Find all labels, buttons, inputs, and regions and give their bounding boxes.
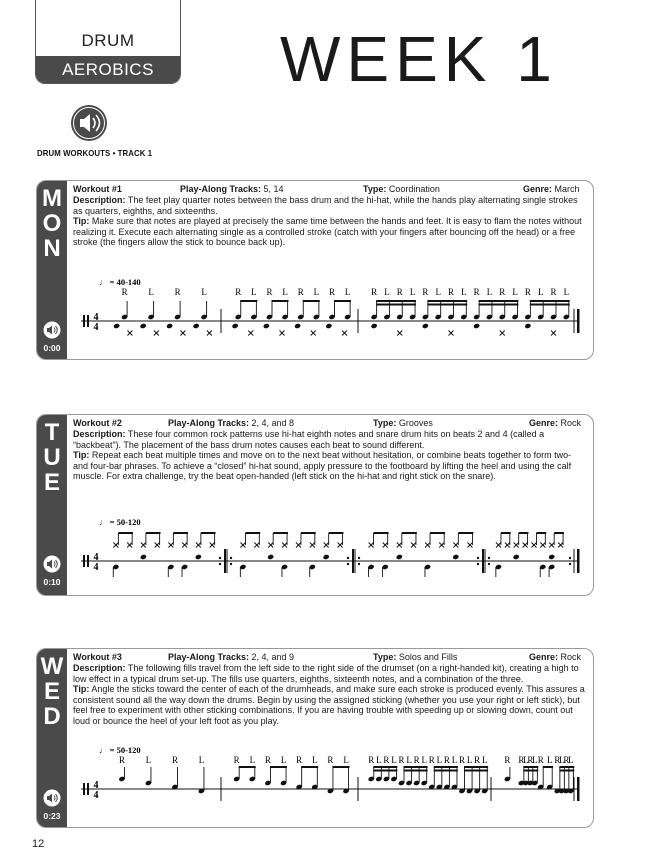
sticking-letter: R (563, 755, 570, 765)
notehead (113, 323, 120, 329)
sticking-letter: L (145, 755, 152, 765)
sticking-letter: L (391, 755, 397, 765)
clef-bar (83, 315, 85, 327)
repeat-thick (352, 549, 354, 573)
sticking-letter: R (474, 755, 481, 765)
beam (479, 300, 519, 302)
repeat-dot (219, 557, 221, 559)
sticking-letter: L (563, 287, 570, 297)
sticking-letter: L (249, 755, 256, 765)
info-row (73, 184, 585, 195)
sticking-letter: R (527, 755, 534, 765)
sticking-letter: L (313, 287, 320, 297)
sticking-letter: R (537, 755, 544, 765)
tempo-marking: ♩ = 50-120 (99, 517, 141, 527)
timestamp: 0:00 (43, 343, 61, 353)
notehead (140, 323, 147, 329)
timestamp: 0:23 (43, 811, 61, 821)
beam (303, 300, 320, 302)
tip (73, 450, 585, 482)
repeat-dot (477, 557, 479, 559)
genre-value: Rock (558, 418, 582, 428)
tip (73, 216, 585, 248)
workout-name: Workout #3 (73, 652, 122, 662)
sticking-letter: L (481, 755, 488, 765)
beam (332, 766, 349, 768)
sticking-letter: L (532, 755, 538, 765)
workout-name: Workout #1 (73, 184, 122, 194)
type-label: Type: (373, 652, 397, 662)
beam (559, 770, 574, 772)
workout-info (73, 652, 585, 727)
workout-panel-tue (36, 414, 594, 596)
beam (501, 532, 511, 534)
tip-label: Tip: (73, 216, 90, 227)
sticking-letter: L (312, 755, 318, 765)
day-letter: U (43, 444, 61, 471)
repeat-dot (230, 563, 232, 565)
beam (240, 300, 257, 302)
tip-label: Tip: (73, 684, 90, 695)
beam (301, 766, 318, 768)
day-letter: W (40, 653, 64, 680)
beam (479, 304, 519, 306)
badge-title-bottom: AEROBICS (36, 56, 180, 83)
genre-label: Genre: (529, 418, 559, 428)
repeat-dot (569, 557, 571, 559)
notehead (195, 554, 202, 560)
sticking-letter: R (447, 287, 455, 297)
sticking-letter: L (568, 755, 574, 765)
sticking-letter: R (428, 755, 435, 765)
beam (146, 532, 161, 534)
notehead (267, 554, 274, 560)
day-bar (37, 181, 67, 359)
sticking-letter: L (461, 287, 467, 297)
beam (404, 770, 428, 772)
day-letter: N (43, 235, 61, 262)
info-row (73, 418, 585, 429)
sticking-letter: R (550, 287, 557, 297)
beam (530, 300, 570, 302)
tracks-label: Play-Along Tracks: (168, 652, 250, 662)
beam (334, 300, 351, 302)
repeat-dot (477, 563, 479, 565)
beam (559, 766, 574, 768)
day-bar (37, 649, 67, 827)
music-staff (71, 515, 591, 595)
description (73, 429, 585, 450)
notehead (524, 323, 531, 329)
day-letter: M (42, 185, 62, 212)
beam (536, 532, 546, 534)
sticking-letter: L (280, 755, 287, 765)
sticking-letter: L (376, 755, 382, 765)
notehead (232, 323, 239, 329)
beam (523, 770, 538, 772)
repeat-dot (230, 557, 232, 559)
sticking-letter: R (328, 287, 336, 297)
type-label: Type: (363, 184, 387, 194)
speaker-icon[interactable] (43, 321, 61, 339)
genre-label: Genre: (529, 652, 559, 662)
sticking-letter: L (559, 755, 565, 765)
speaker-icon[interactable] (70, 104, 108, 142)
final-barline-thick (577, 777, 580, 801)
sticking-letter: R (554, 755, 561, 765)
beam (329, 532, 344, 534)
speaker-icon[interactable] (43, 555, 61, 573)
repeat-thick (224, 549, 226, 573)
clef-bar (87, 783, 89, 795)
description-text: The feet play quarter notes between the bass drum and the hi-hat, while the hands play alternating single strokes as quarters, eighths, and sixteenths. (73, 195, 578, 216)
sticking-letter: R (235, 287, 242, 297)
beam (376, 304, 416, 306)
music-staff (71, 743, 591, 823)
day-letter: E (43, 469, 60, 496)
beam (404, 766, 428, 768)
beam (245, 532, 260, 534)
clef-bar (83, 783, 85, 795)
tracks-label: Play-Along Tracks: (168, 418, 250, 428)
sticking-letter: L (409, 287, 416, 297)
sticking-letter: L (436, 755, 443, 765)
beam (373, 770, 397, 772)
sticking-letter: R (296, 755, 303, 765)
repeat-dot (358, 563, 360, 565)
page-title: WEEK 1 (280, 23, 558, 95)
beam (118, 532, 133, 534)
sticking-letter: R (266, 287, 273, 297)
description (73, 663, 585, 684)
tempo-marking: ♩ = 40-140 (99, 277, 141, 287)
genre-label: Genre: (523, 184, 553, 194)
sticking-letter: R (264, 755, 271, 765)
final-barline-thick (577, 309, 580, 333)
tip-text: Make sure that notes are played at precisely the same time between the hands and feet. It is easy to flam the notes without realizing it. Execute each alternating single as a controlled stroke (catch with your fingers after bouncing off the head) or a free stroke (the fingers allow the stick to bounce back up). (73, 216, 582, 248)
time-signature-bottom: 4 (93, 790, 99, 801)
beam (239, 766, 256, 768)
repeat-dot (569, 563, 571, 565)
timestamp: 0:10 (43, 577, 61, 587)
sticking-letter: L (201, 287, 207, 297)
sticking-letter: L (148, 287, 154, 297)
track-label: DRUM WORKOUTS • TRACK 1 (37, 148, 153, 158)
workout-name: Workout #2 (73, 418, 122, 428)
notehead (166, 323, 173, 329)
sticking-letter: R (398, 755, 405, 765)
description-text: The following fills travel from the left side to the right side of the drumset (on a right-handed kit), creating a high to low effect in a typical drum set-up. The fills use quarters, eighths, sixteenth notes, and a combination of the three. (73, 663, 579, 684)
workout-panel-mon (36, 180, 594, 360)
beam (519, 532, 529, 534)
sticking-letter: R (473, 287, 480, 297)
time-signature-bottom: 4 (93, 562, 99, 573)
sticking-letter: R (422, 287, 429, 297)
sticking-letter: R (518, 755, 525, 765)
type-value: Solos and Fills (396, 652, 458, 662)
sticking-letter: L (486, 287, 493, 297)
sticking-letter: R (443, 755, 450, 765)
sticking-letter: L (537, 287, 544, 297)
sticking-letter: L (406, 755, 412, 765)
time-signature-top: 4 (93, 312, 99, 323)
notehead (513, 554, 520, 560)
notehead (325, 323, 332, 329)
beam (530, 304, 570, 306)
description-label: Description: (73, 195, 126, 205)
sticking-letter: R (171, 755, 178, 765)
tempo-marking: ♩ = 50-120 (99, 745, 141, 755)
sticking-letter: R (413, 755, 420, 765)
sticking-letter: R (504, 755, 511, 765)
notehead (371, 323, 378, 329)
sticking-letter: R (383, 755, 390, 765)
sticking-letter: R (459, 755, 466, 765)
sticking-letter: R (174, 287, 181, 297)
beam (272, 300, 289, 302)
beam (464, 766, 488, 768)
workout-info (73, 418, 585, 482)
final-barline-thick (577, 549, 580, 573)
tracks-value: 5, 14 (261, 184, 284, 194)
day-letter: D (43, 703, 61, 730)
sticking-letter: L (384, 287, 390, 297)
type-value: Grooves (396, 418, 433, 428)
beam (464, 770, 488, 772)
description-label: Description: (73, 663, 126, 673)
page-number: 12 (32, 838, 45, 850)
tip-label: Tip: (73, 450, 90, 461)
beam (273, 532, 288, 534)
type-label: Type: (373, 418, 397, 428)
clef-bar (83, 555, 85, 567)
beam (374, 532, 389, 534)
sticking-letter: R (118, 755, 125, 765)
clef-bar (87, 315, 89, 327)
notehead (452, 554, 459, 560)
beam (270, 766, 287, 768)
beam (430, 532, 445, 534)
beam (201, 532, 216, 534)
beam (301, 532, 316, 534)
music-staff (71, 275, 591, 355)
notehead (193, 323, 200, 329)
sticking-letter: L (466, 755, 473, 765)
repeat-dot (347, 557, 349, 559)
repeat-dot (347, 563, 349, 565)
beam (554, 532, 564, 534)
tip (73, 684, 585, 726)
sticking-letter: L (523, 755, 529, 765)
day-letter: E (43, 678, 60, 705)
workout-panel-wed (36, 648, 594, 828)
tracks-value: 2, 4, and 8 (249, 418, 295, 428)
tip-text: Repeat each beat multiple times and move on to the next beat without hesitation, or combine beats together to form two- and four-bar phrases. To achieve a “closed” hi-hat sound, apply pressure to the footboard by lifting the heel and using the calf muscle. For extra challenge, try the beat open-handed (left stick on the hi-hat and right stick on the snare). (73, 450, 572, 482)
beam (376, 300, 416, 302)
sticking-letter: L (421, 755, 427, 765)
notehead (140, 554, 147, 560)
notehead (548, 554, 555, 560)
day-letter: T (44, 419, 60, 446)
sticking-letter: R (396, 287, 403, 297)
day-letter: O (42, 210, 62, 237)
beam (434, 770, 458, 772)
sticking-letter: L (435, 287, 441, 297)
speaker-icon[interactable] (43, 789, 61, 807)
sticking-letter: R (121, 287, 128, 297)
sticking-letter: R (368, 755, 375, 765)
notehead (396, 554, 403, 560)
beam (523, 766, 538, 768)
tip-text: Angle the sticks toward the center of each of the drumheads, and make sure each stroke is produced evenly. This assures a consistent sound all the way down the drums. Begin by using the assigned sticking (whether you use your right or left stick), but feel free to experiment with other sticking combinations. If you are having trouble with speeding up or slowing down, count out loud or bounce the heel of your left foot as you play. (73, 684, 585, 726)
beam (373, 766, 397, 768)
clef-bar (87, 555, 89, 567)
sticking-letter: L (198, 755, 205, 765)
notehead (422, 323, 429, 329)
day-bar (37, 415, 67, 595)
description-label: Description: (73, 429, 126, 439)
description-text: These four common rock patterns use hi-hat eighth notes and snare drum hits on beats 2 and 4 (called a “backbeat”). The placement of the bass drum notes causes each beat to sound different. (73, 429, 545, 450)
sticking-letter: R (371, 287, 378, 297)
repeat-dot (358, 557, 360, 559)
beam (458, 532, 473, 534)
time-signature-top: 4 (93, 780, 99, 791)
beam (543, 766, 553, 768)
tracks-label: Play-Along Tracks: (180, 184, 262, 194)
notehead (294, 323, 301, 329)
repeat-dot (488, 563, 490, 565)
tracks-value: 2, 4, and 9 (249, 652, 295, 662)
notehead (473, 323, 480, 329)
description (73, 195, 585, 216)
workout-info (73, 184, 585, 248)
repeat-dot (488, 557, 490, 559)
repeat-dot (219, 563, 221, 565)
genre-value: March (552, 184, 580, 194)
sticking-letter: R (524, 287, 531, 297)
notehead (263, 323, 270, 329)
sticking-letter: R (499, 287, 506, 297)
time-signature-top: 4 (93, 552, 99, 563)
beam (427, 300, 467, 302)
sticking-letter: L (546, 755, 553, 765)
sticking-letter: L (451, 755, 458, 765)
beam (427, 304, 467, 306)
sticking-letter: L (512, 287, 518, 297)
sticking-letter: L (343, 755, 349, 765)
type-value: Coordination (386, 184, 440, 194)
repeat-thick (482, 549, 484, 573)
info-row (73, 652, 585, 663)
genre-value: Rock (558, 652, 582, 662)
time-signature-bottom: 4 (93, 322, 99, 333)
beam (434, 766, 458, 768)
sticking-letter: R (327, 755, 334, 765)
sticking-letter: R (297, 287, 304, 297)
badge-title-top: DRUM (81, 31, 135, 50)
notehead (323, 554, 330, 560)
sticking-letter: L (251, 287, 257, 297)
sticking-letter: L (282, 287, 288, 297)
beam (173, 532, 188, 534)
beam (402, 532, 417, 534)
book-badge (35, 0, 181, 84)
sticking-letter: L (344, 287, 351, 297)
sticking-letter: R (233, 755, 240, 765)
